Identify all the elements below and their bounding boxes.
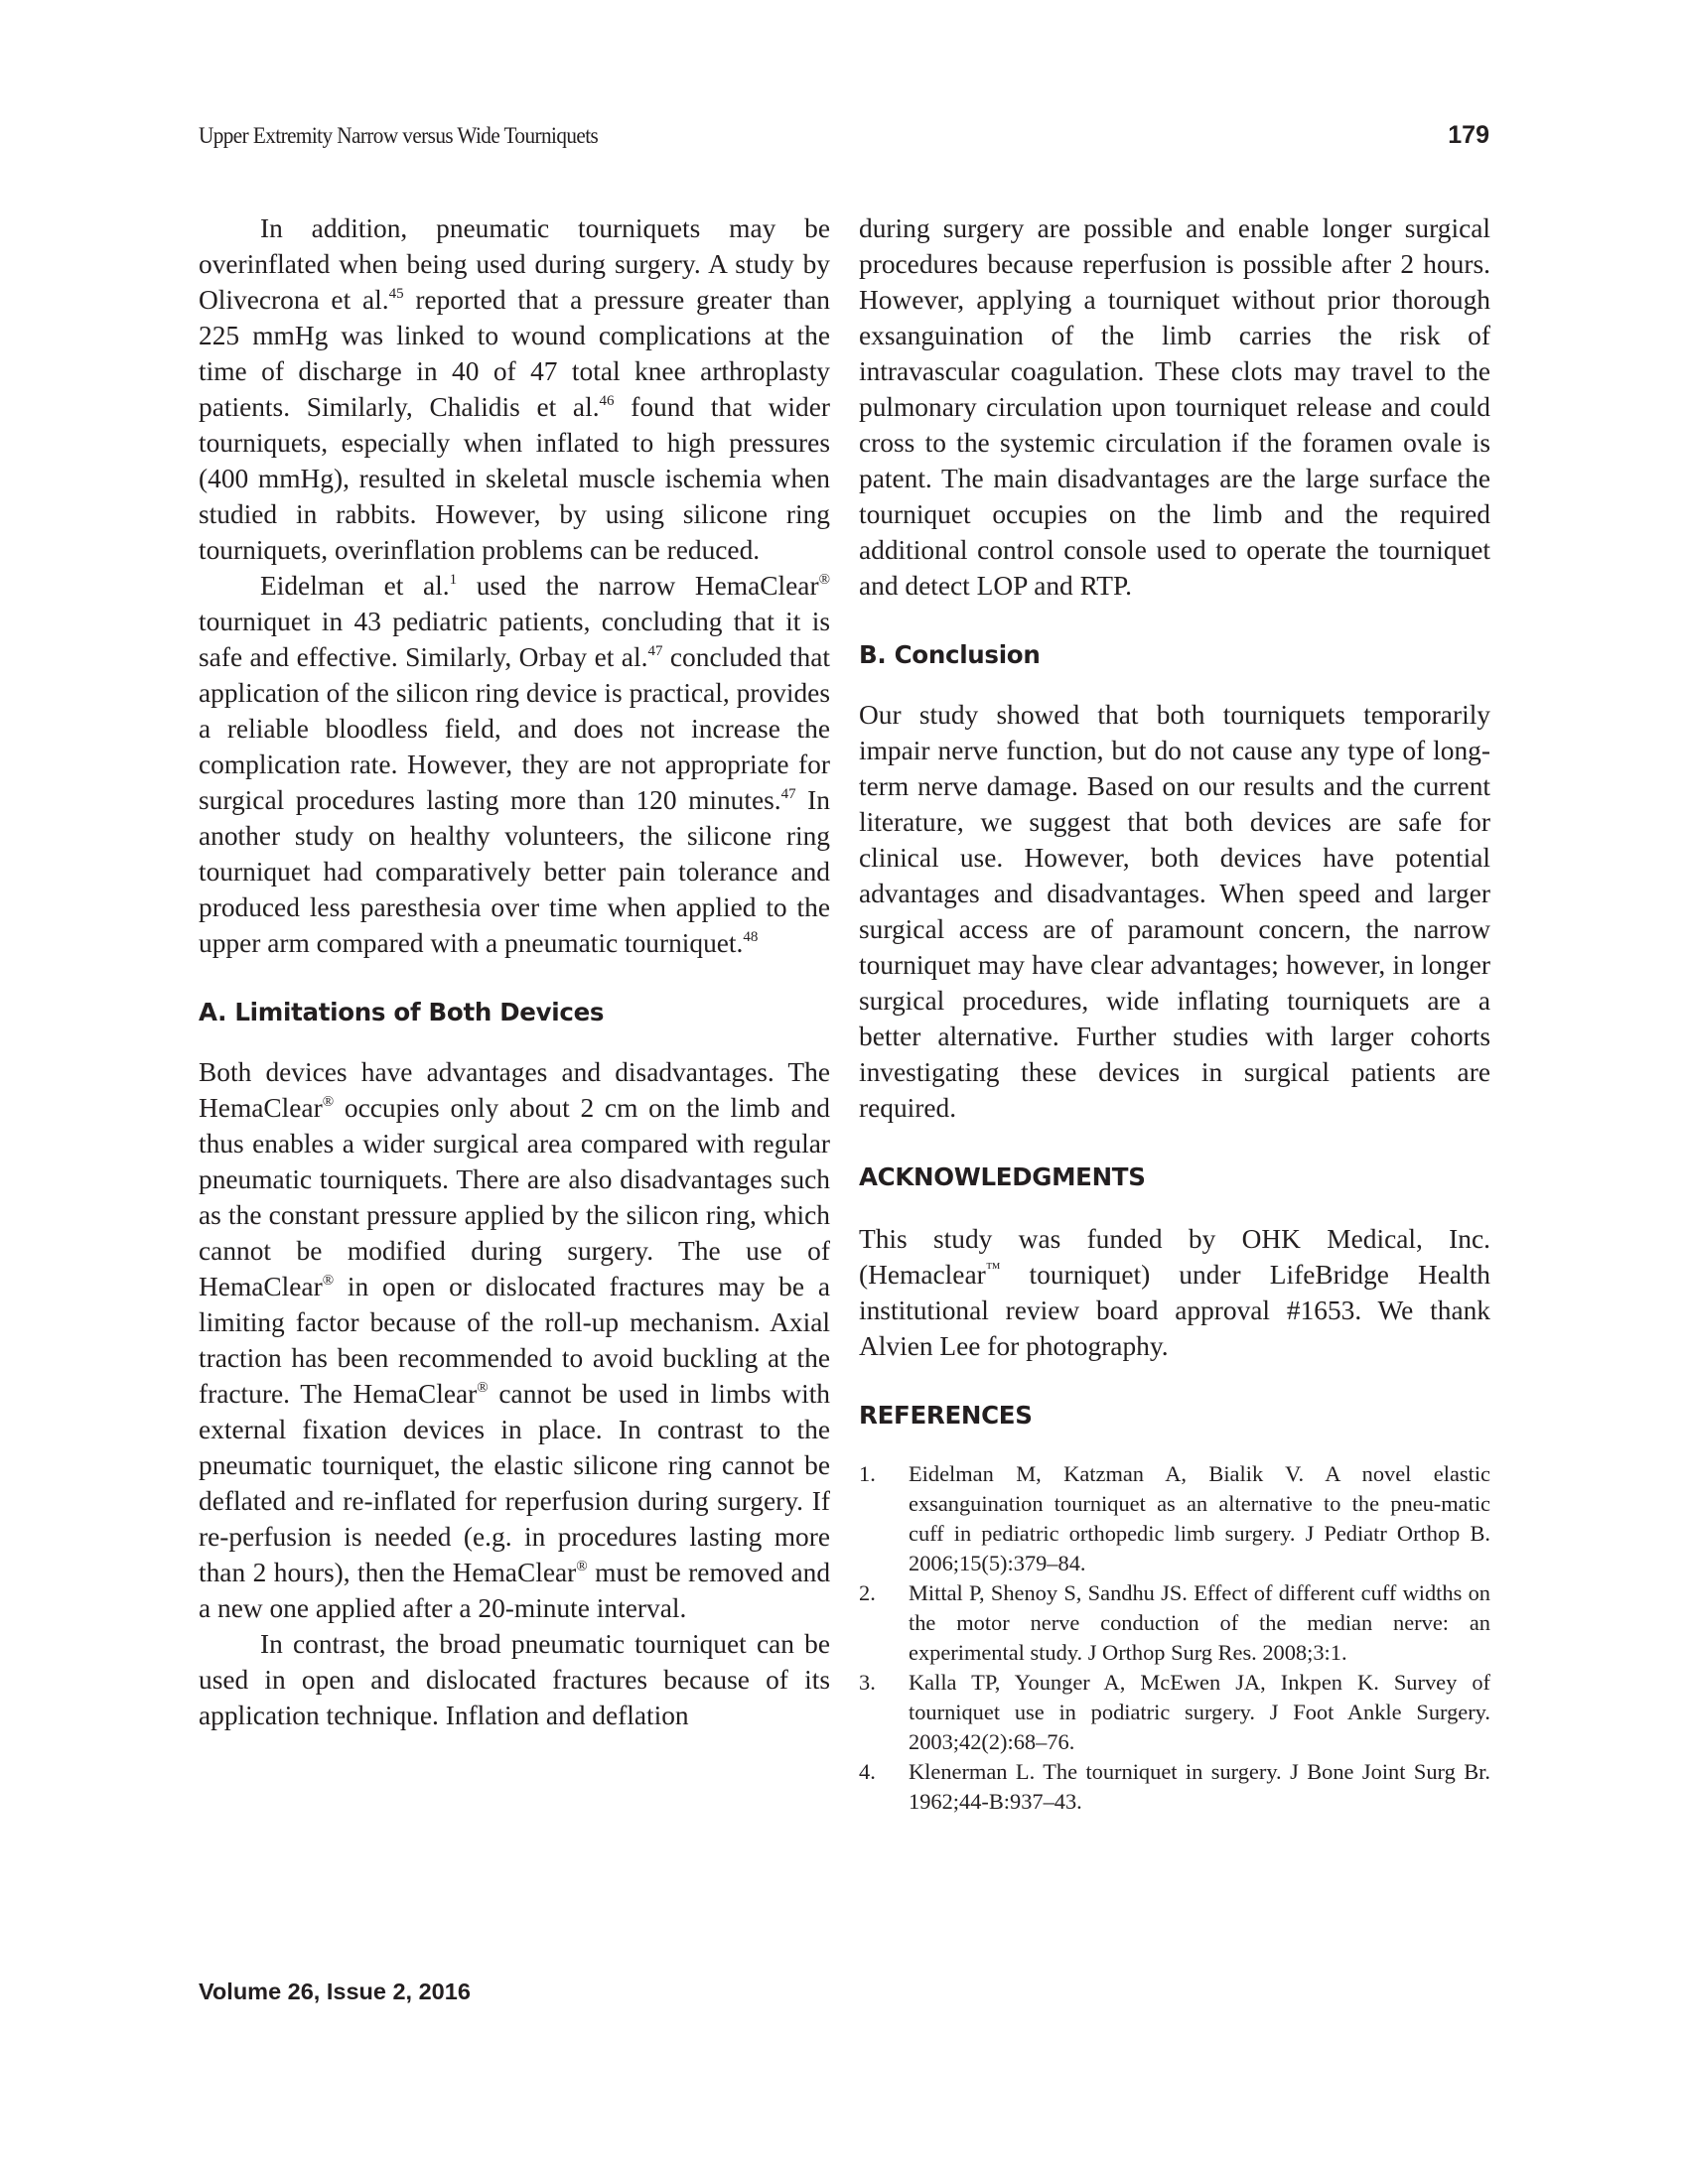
registered-mark: ® — [818, 572, 830, 588]
citation-47: 47 — [780, 786, 796, 802]
reference-text: Eidelman M, Katzman A, Bialik V. A novel elastic exsanguination tourniquet as an alternative to the pneu-matic cuff in pediatric orthopedic limb surgery. J Pediatr Orthop B. 2006;15(5):379–84. — [909, 1461, 1490, 1575]
text-run: In addition, pneumatic tourniquets may be overinflated when being used during surgery. A study by Olivecrona et al. — [199, 213, 830, 315]
text-run: reported that a pressure greater than 225 mmHg was linked to wound complications at the time of discharge in 40 of 47 total knee arthroplasty patients. Similarly, Chalidis et al. — [199, 285, 830, 422]
reference-number: 1. — [859, 1461, 876, 1486]
text-run: in open or dislocated fractures may be a limiting factor because of the roll-up mechanism. Axial traction has been recommended to avoid buckling at the fracture. The HemaClear — [199, 1272, 830, 1409]
text-run: Both devices have advantages and disadvantages. The HemaClear — [199, 1057, 830, 1123]
citation-1: 1 — [449, 572, 458, 588]
text-run: In another study on healthy volunteers, the silicone ring tourniquet had comparatively better pain tolerance and produced less paresthesia over time when applied to the upper arm compared with a pneumatic tourniquet. — [199, 785, 830, 958]
reference-list — [859, 1459, 1490, 1817]
reference-number: 3. — [859, 1670, 876, 1695]
paragraph-pneumatic-contrast: In contrast, the broad pneumatic tourniquet can be used in open and dislocated fractures because of its application technique. Inflation and deflation — [199, 1629, 830, 1730]
text-run: Eidelman et al. — [260, 571, 450, 601]
text-run: must be removed and a new one applied after a 20-minute interval. — [199, 1558, 831, 1623]
text-run: tourniquet) under LifeBridge Health institutional review board approval #1653. We thank Alvien Lee for photography. — [859, 1260, 1490, 1361]
registered-mark: ® — [322, 1094, 335, 1110]
reference-item — [859, 1668, 1490, 1757]
section-heading-references: REFERENCES — [859, 1401, 1033, 1430]
trademark-mark: ™ — [985, 1261, 1001, 1277]
section-heading-acknowledgments: ACKNOWLEDGMENTS — [859, 1162, 1146, 1191]
reference-number: 4. — [859, 1759, 876, 1784]
paragraph-overinflation — [199, 210, 830, 568]
section-heading-conclusion: B. Conclusion — [859, 640, 1041, 669]
text-run: concluded that application of the silicon ring device is practical, provides a reliable bloodless field, and does not increase the complication rate. However, they are not appropriate for surgical procedures lasting more than 120 minutes. — [199, 642, 830, 815]
page-number: 179 — [1448, 121, 1489, 149]
right-column — [859, 210, 1490, 1817]
text-run: used the narrow HemaClear — [457, 571, 819, 601]
paragraph-continued: during surgery are possible and enable longer surgical procedures because reperfusion is possible after 2 hours. However, applying a tourniquet without prior thorough exsanguination of the limb carries the risk of intravascular coagulation. These clots may travel to the pulmonary circulation upon tourniquet release and could cross to the systemic circulation if the foramen ovale is patent. The main disadvantages are the large surface the tourniquet occupies on the limb and the required additional control console used to operate the tourniquet and detect LOP and RTP. — [859, 213, 1490, 601]
reference-item — [859, 1578, 1490, 1668]
paragraph-conclusion: Our study showed that both tourniquets temporarily impair nerve function, but do not cause any type of long-term nerve damage. Based on our results and the current literature, we suggest that both devices are safe for clinical use. However, both devices have potential advantages and disadvantages. When speed and larger surgical access are of paramount concern, the narrow tourniquet may have clear advantages; however, in longer surgical procedures, wide inflating tourniquets are a better alternative. Further studies with larger cohorts investigating these devices in surgical patients are required. — [859, 700, 1490, 1123]
journal-volume-footer: Volume 26, Issue 2, 2016 — [199, 1979, 471, 2004]
reference-text: Kalla TP, Younger A, McEwen JA, Inkpen K. Survey of tourniquet use in podiatric surgery. J Foot Ankle Surgery. 2003;42(2):68–76. — [909, 1670, 1490, 1754]
text-run: cannot be used in limbs with external fixation devices in place. In contrast to the pneumatic tourniquet, the elastic silicone ring cannot be deflated and re-inflated for reperfusion during surgery. If re-perfusion is needed (e.g. in procedures lasting more than 2 hours), then the HemaClear — [199, 1379, 830, 1587]
citation-47: 47 — [647, 643, 663, 659]
paragraph-eidelman — [199, 568, 830, 961]
text-run: occupies only about 2 cm on the limb and thus enables a wider surgical area compared with regular pneumatic tourniquets. There are also disadvantages such as the constant pressure applied by the silicon ring, which cannot be modified during surgery. The use of HemaClear — [199, 1093, 830, 1301]
text-run: tourniquet in 43 pediatric patients, concluding that it is safe and effective. Similarly, Orbay et al. — [199, 607, 830, 672]
paragraph-limitations — [199, 1054, 830, 1626]
left-column — [199, 210, 830, 1733]
reference-text: Klenerman L. The tourniquet in surgery. J Bone Joint Surg Br. 1962;44-B:937–43. — [909, 1759, 1490, 1814]
citation-48: 48 — [743, 929, 759, 945]
paragraph-acknowledgments — [859, 1221, 1490, 1364]
registered-mark: ® — [322, 1273, 335, 1289]
section-heading-limitations: A. Limitations of Both Devices — [199, 998, 605, 1026]
text-run: found that wider tourniquets, especially when inflated to high pressures (400 mmHg), resulted in skeletal muscle ischemia when studied in rabbits. However, by using silicone ring tourniquets, overinflation problems can be reduced. — [199, 392, 830, 565]
text-run: This study was funded by OHK Medical, Inc. (Hemaclear — [859, 1224, 1490, 1290]
registered-mark: ® — [576, 1559, 588, 1574]
citation-45: 45 — [388, 286, 404, 302]
running-title: Upper Extremity Narrow versus Wide Tourniquets — [199, 123, 599, 148]
citation-46: 46 — [599, 393, 615, 409]
reference-number: 2. — [859, 1580, 876, 1605]
reference-item — [859, 1459, 1490, 1578]
reference-text: Mittal P, Shenoy S, Sandhu JS. Effect of different cuff widths on the motor nerve conduction of the median nerve: an experimental study. J Orthop Surg Res. 2008;3:1. — [909, 1580, 1490, 1665]
registered-mark: ® — [477, 1380, 489, 1396]
reference-item — [859, 1757, 1490, 1817]
